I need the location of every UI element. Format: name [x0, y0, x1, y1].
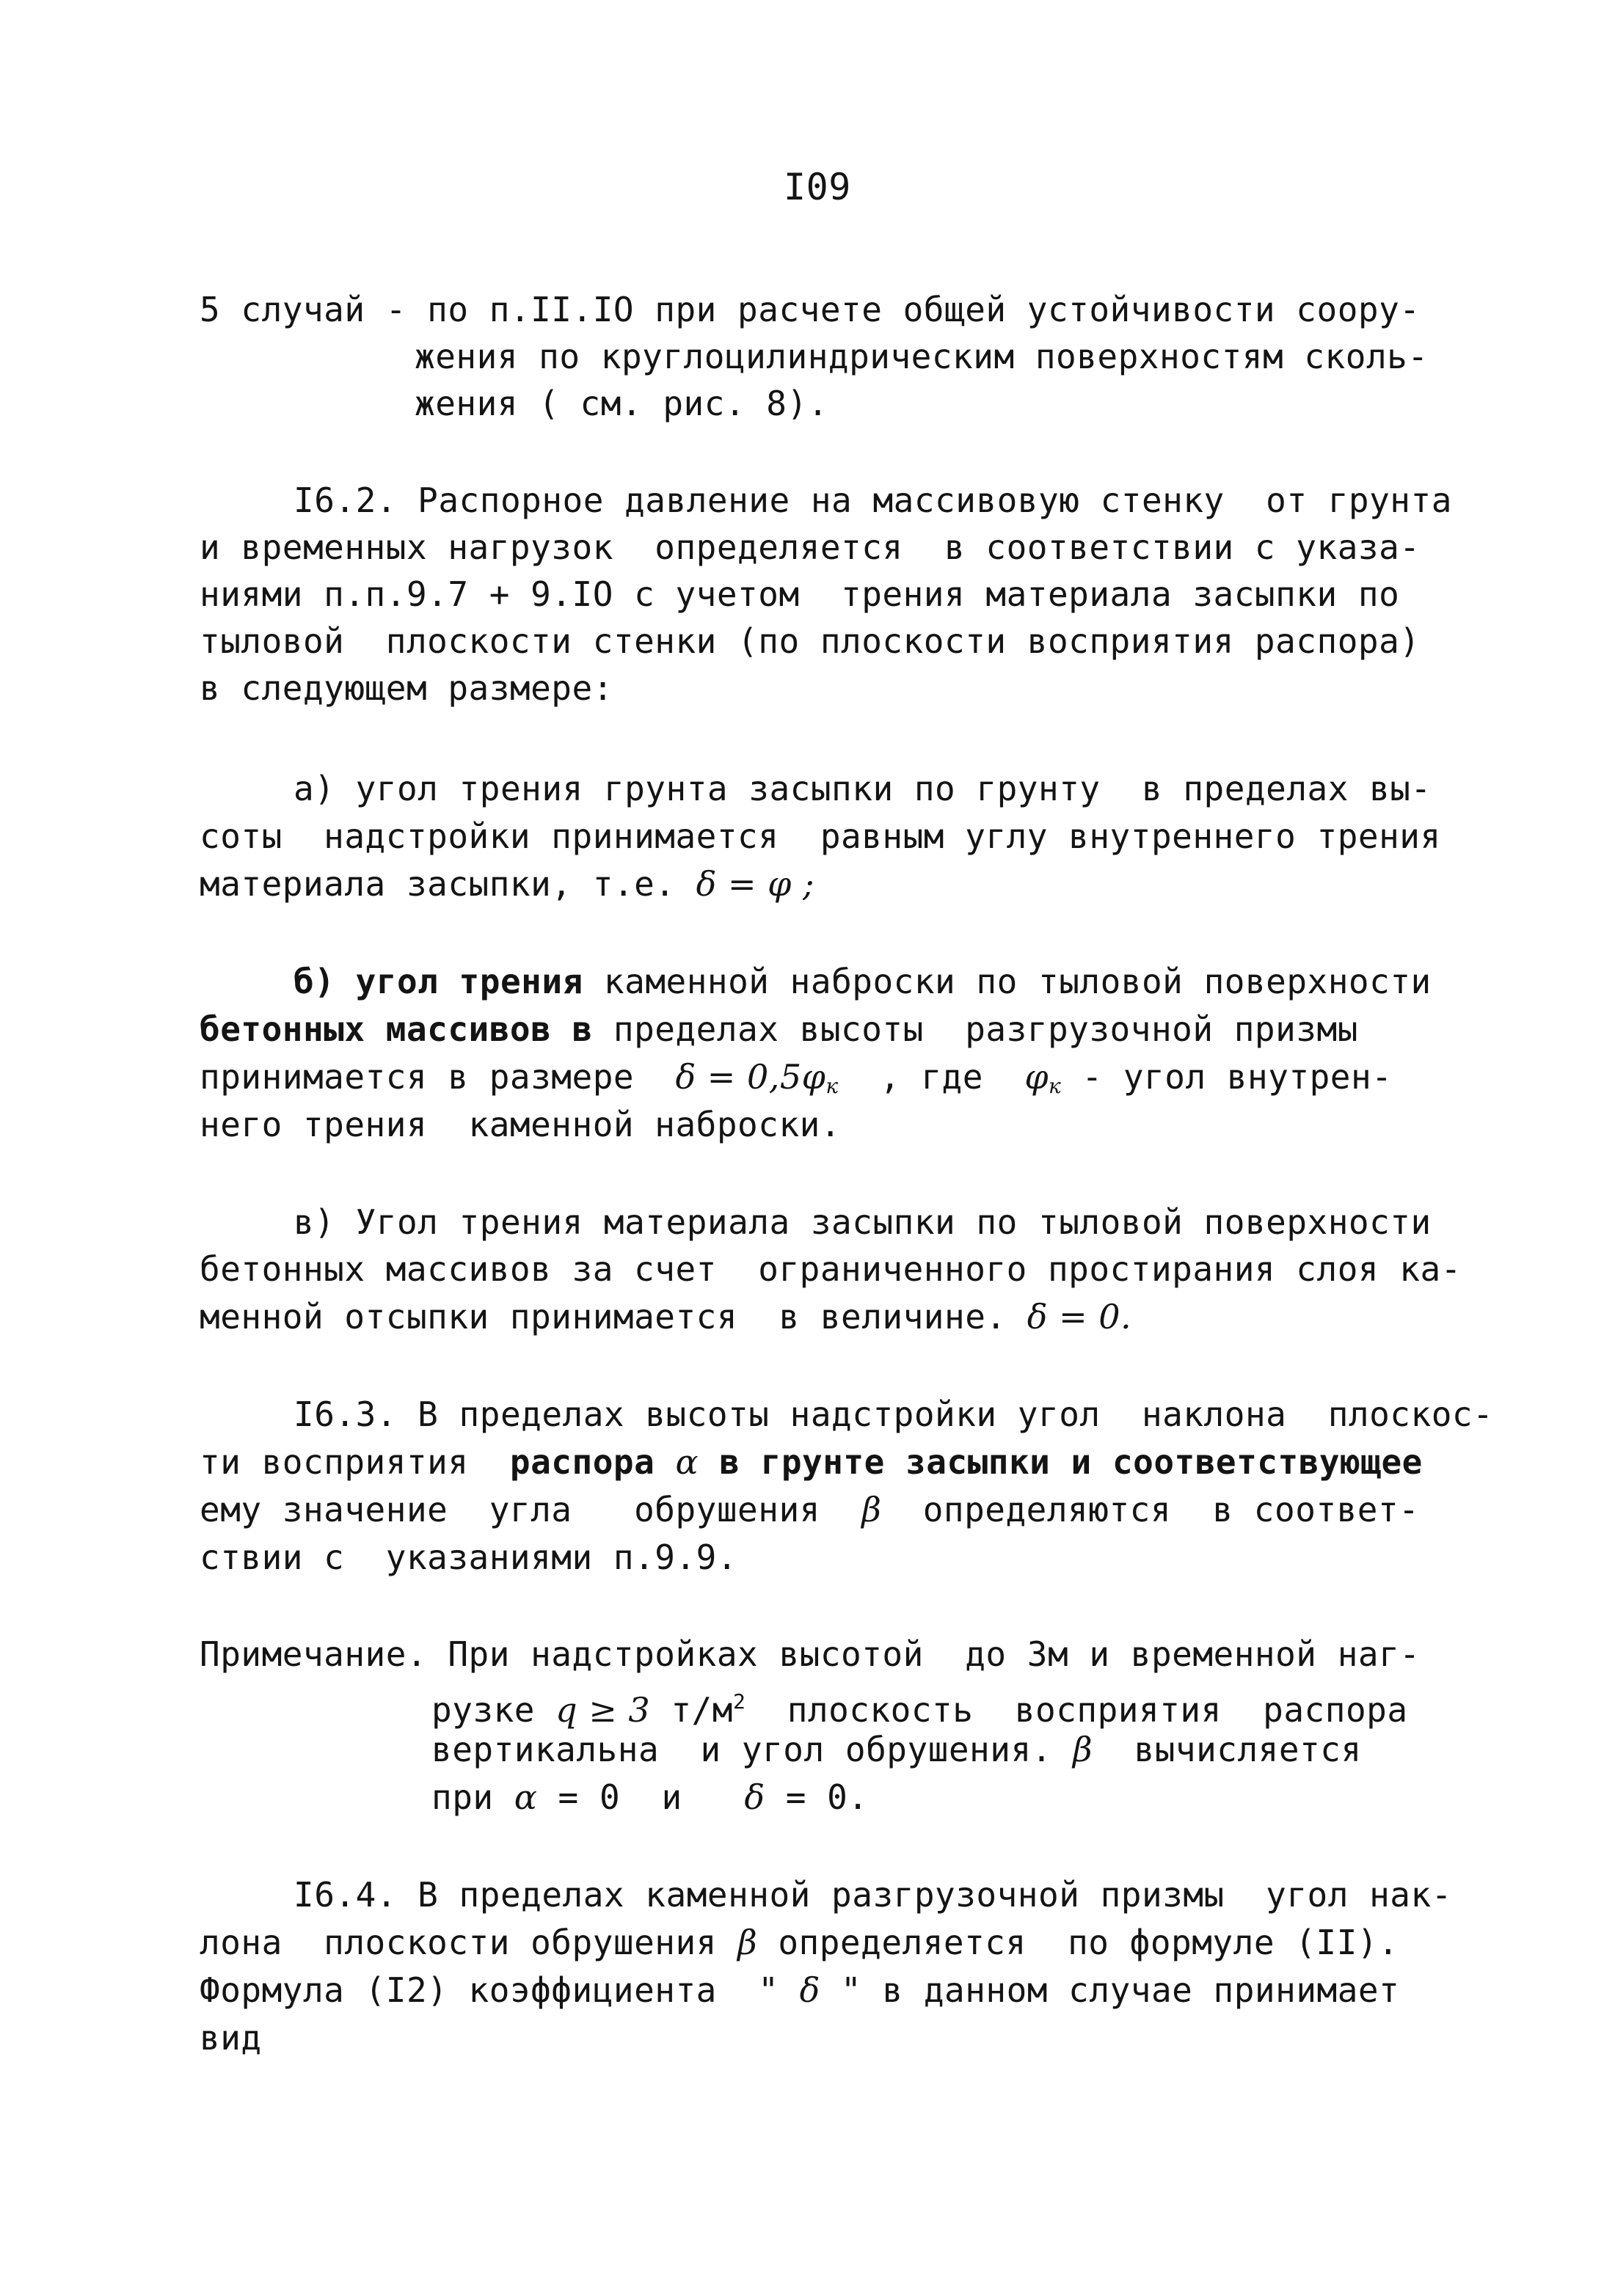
bold-span: б) угол трения: [294, 962, 583, 1001]
text-span: Формула (I2) коэффициента ": [200, 1970, 800, 2010]
delta-zero-formula: δ = 0.: [1027, 1297, 1132, 1337]
text-span: пределах высоты разгрузочной призмы: [592, 1009, 1358, 1049]
text-line: Примечание. При надстройках высотой до 3м и временной наг-: [200, 1634, 1421, 1674]
text-line: в) Угол трения материала засыпки по тыловой поверхности: [294, 1202, 1432, 1242]
text-line: бетонных массивов за счет ограниченного простирания слоя ка-: [200, 1249, 1462, 1289]
bold-span: распора: [509, 1442, 676, 1482]
text-span: менной отсыпки принимается в величине.: [200, 1297, 1027, 1337]
text-span: определяется по формуле (II).: [757, 1923, 1399, 1962]
text-span: лона плоскости обрушения: [200, 1923, 738, 1962]
text-line: соты надстройки принимается равным углу внутреннего трения: [200, 816, 1441, 856]
text-line: а) угол трения грунта засыпки по грунту в пределах вы-: [294, 769, 1432, 808]
beta-symbol: β: [861, 1490, 882, 1529]
text-span: вычисляется: [1093, 1730, 1362, 1769]
text-span: каменной наброски по тыловой поверхности: [583, 962, 1432, 1001]
text-line: [200, 1007, 1358, 1051]
text-span: ти восприятия: [200, 1442, 510, 1482]
page-number: I09: [784, 166, 851, 208]
text-line: жения ( см. рис. 8).: [415, 384, 828, 423]
subscript-k: к: [1049, 1074, 1062, 1098]
delta-symbol: δ: [799, 1970, 820, 2010]
text-line: [200, 1055, 1392, 1108]
text-line: в следующем размере:: [200, 668, 613, 708]
text-span: плоскость восприятия распора: [746, 1690, 1408, 1730]
text-line: вид: [200, 2018, 262, 2058]
alpha-symbol: α: [675, 1442, 699, 1482]
text-line: [431, 1775, 869, 1819]
subscript-k: к: [825, 1074, 839, 1098]
text-span: ему значение угла обрушения: [200, 1490, 862, 1529]
text-span: определяются в соответ-: [881, 1490, 1420, 1529]
delta-symbol: δ: [744, 1777, 765, 1817]
text-span: - угол внутрен-: [1061, 1057, 1393, 1097]
text-span: " в данном случае принимает: [820, 1970, 1400, 2010]
text-line: [294, 959, 1432, 1003]
text-span: = 0 и: [537, 1777, 745, 1817]
text-line: жения по круглоцилиндрическим поверхностям сколь-: [415, 337, 1429, 376]
text-span: = 0.: [765, 1777, 869, 1817]
text-span: при: [431, 1777, 514, 1817]
text-line: [200, 1968, 1399, 2012]
text-line: I6.3. В пределах высоты надстройки угол наклона плоскос-: [294, 1394, 1494, 1434]
text-line: 5 случай - по п.II.IO при расчете общей устойчивости соору-: [200, 290, 1421, 329]
text-span: принимается в размере: [200, 1057, 676, 1097]
text-span: материала засыпки, т.е.: [200, 864, 696, 904]
text-line: ствии с указаниями п.9.9.: [200, 1538, 738, 1577]
bold-span: бетонных массивов в: [200, 1009, 593, 1049]
beta-symbol: β: [1073, 1730, 1093, 1769]
bold-span: в грунте засыпки и соответствующее: [699, 1442, 1423, 1482]
text-line: тыловой плоскости стенки (по плоскости восприятия распора): [200, 621, 1421, 661]
text-line: [431, 1680, 1408, 1732]
text-span: рузке: [431, 1690, 556, 1730]
text-line: [200, 1920, 1399, 1964]
text-line: [200, 1488, 1419, 1532]
text-line: и временных нагрузок определяется в соответствии с указа-: [200, 527, 1421, 567]
text-line: I6.4. В пределах каменной разгрузочной призмы угол нак-: [294, 1875, 1452, 1915]
text-span: , где: [838, 1057, 1025, 1097]
text-line: I6.2. Распорное давление на массивовую стенку от грунта: [294, 480, 1452, 520]
phi-symbol: φ: [1024, 1057, 1049, 1097]
text-line: ниями п.п.9.7 + 9.IO с учетом трения материала засыпки по: [200, 574, 1400, 614]
text-span: т/м: [650, 1690, 733, 1730]
beta-symbol: β: [737, 1923, 758, 1962]
text-line: [431, 1728, 1362, 1772]
text-line: [200, 1295, 1131, 1339]
alpha-symbol: α: [514, 1777, 538, 1817]
text-line: него трения каменной наброски.: [200, 1105, 842, 1144]
delta-formula: δ = 0,5φ: [675, 1057, 826, 1097]
delta-equals-phi-formula: δ = φ ;: [696, 864, 814, 904]
text-line: [200, 862, 814, 906]
q-formula: q ≥ 3: [555, 1690, 651, 1730]
text-span: вертикальна и угол обрушения.: [431, 1730, 1073, 1769]
text-line: [200, 1440, 1423, 1484]
superscript-2: 2: [732, 1689, 746, 1714]
